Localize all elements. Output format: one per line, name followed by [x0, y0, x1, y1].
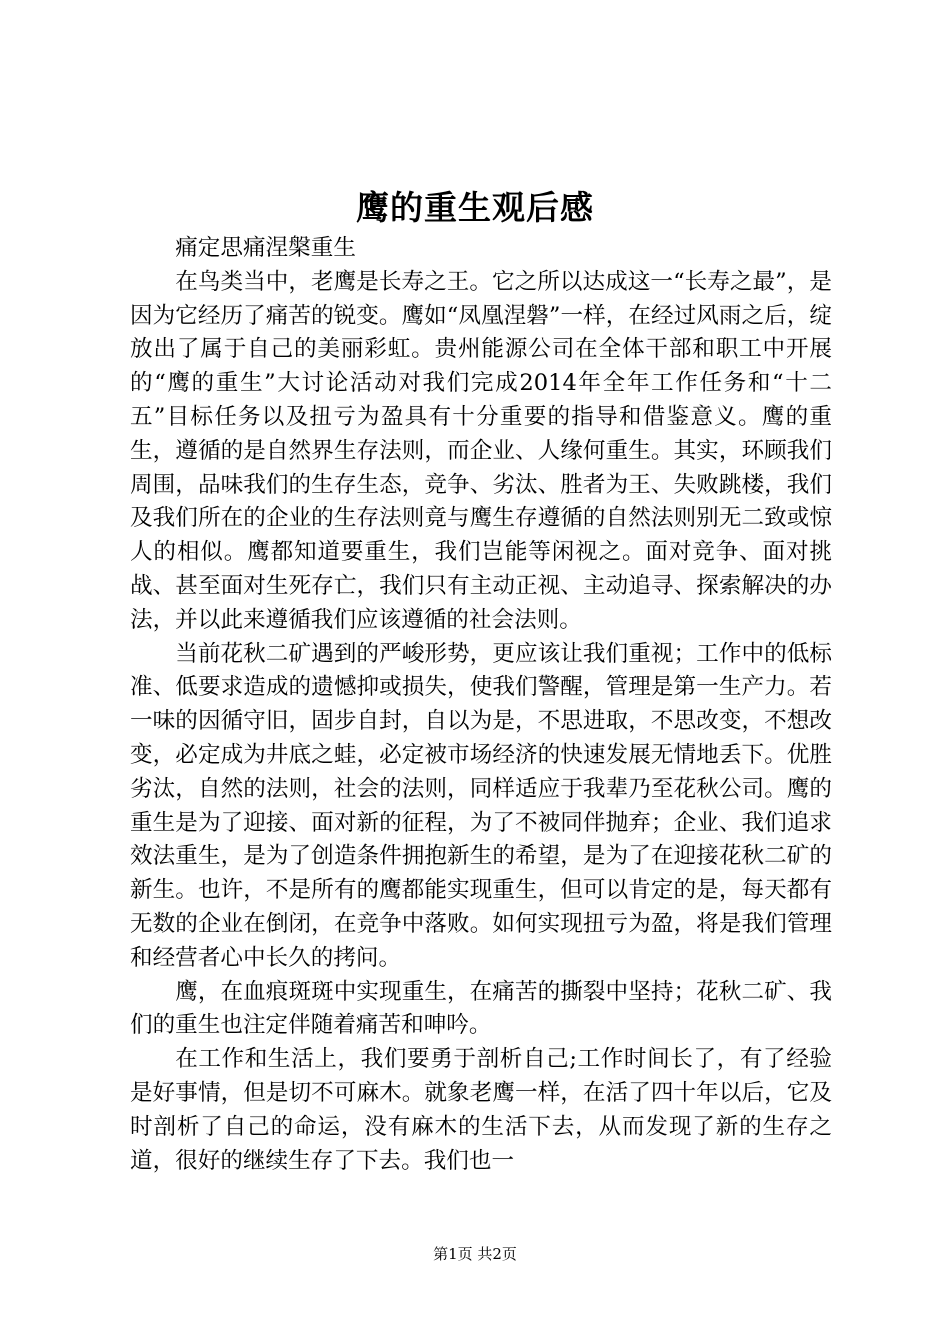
document-title: 鹰的重生观后感	[356, 188, 594, 227]
paragraph-subtitle: 痛定思痛涅槃重生	[175, 235, 356, 261]
paragraph: 当前花秋二矿遇到的严峻形势，更应该让我们重视；工作中的低标准、低要求造成的遗憾抑或损失，使我们警醒，管理是第一生产力。若一味的因循守旧，固步自封，自以为是，不思进取，不思改变，不想改变，必定成为井底之蛙，必定被市场经济的快速发展无情地丢下。优胜劣汰，自然的法则，社会的法则，同样适应于我辈乃至花秋公司。鹰的重生是为了迎接、面对新的征程，为了不被同伴抛弃；企业、我们追求效法重生，是为了创造条件拥抱新生的希望，是为了在迎接花秋二矿的新生。也许，不是所有的鹰都能实现重生，但可以肯定的是，每天都有无数的企业在倒闭，在竞争中落败。如何实现扭亏为盈，将是我们管理和经营者心中长久的拷问。	[130, 640, 832, 971]
paragraph: 在工作和生活上，我们要勇于剖析自己;工作时间长了，有了经验是好事情，但是切不可麻木。就象老鹰一样，在活了四十年以后，它及时剖析了自己的命运，没有麻木的生活下去，从而发现了新的生存之道，很好的继续生存了下去。我们也一	[130, 1046, 832, 1174]
paragraph: 在鸟类当中，老鹰是长寿之王。它之所以达成这一“长寿之最”，是因为它经历了痛苦的锐变。鹰如“凤凰涅磐”一样，在经过风雨之后，绽放出了属于自己的美丽彩虹。贵州能源公司在全体干部和职工中开展的“鹰的重生”大讨论活动对我们完成2014年全年工作任务和“十二五”目标任务以及扭亏为盈具有十分重要的指导和借鉴意义。鹰的重生，遵循的是自然界生存法则，而企业、人缘何重生。其实，环顾我们周围，品味我们的生存生态，竞争、劣汰、胜者为王、失败跳楼，我们及我们所在的企业的生存法则竟与鹰生存遵循的自然法则别无二致或惊人的相似。鹰都知道要重生，我们岂能等闲视之。面对竞争、面对挑战、甚至面对生死存亡，我们只有主动正视、主动追寻、探索解决的办法，并以此来遵循我们应该遵循的社会法则。	[130, 268, 832, 633]
paragraph: 鹰，在血痕斑斑中实现重生，在痛苦的撕裂中坚持；花秋二矿、我们的重生也注定伴随着痛苦和呻吟。	[130, 978, 832, 1039]
document-body	[130, 232, 832, 1178]
page-footer: 第1页 共2页	[433, 1245, 517, 1263]
